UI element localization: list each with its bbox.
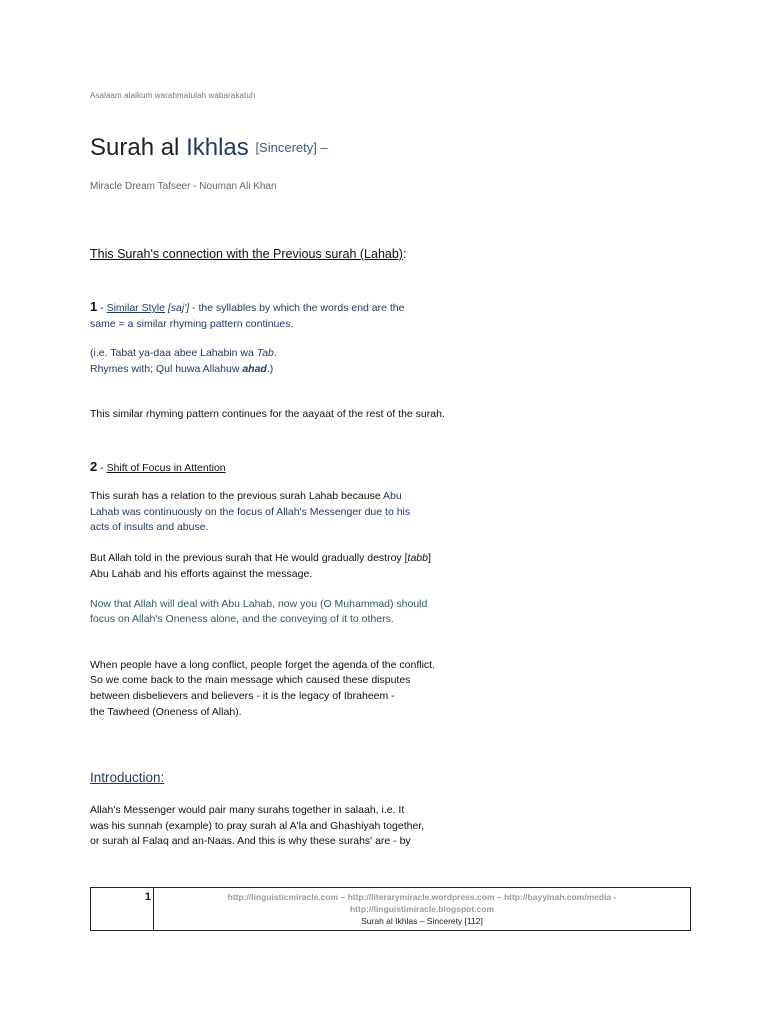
point1-continues: This similar rhyming pattern continues for the aayaat of the rest of the surah.	[90, 408, 445, 420]
example1-b: Tab	[256, 347, 274, 359]
byline: Miracle Dream Tafseer - Nouman Ali Khan	[90, 181, 277, 192]
point1-line2: same = a similar rhyming pattern continues.	[90, 318, 294, 330]
point2-number: 2	[90, 459, 98, 474]
point2-p4-l4: the Tawheed (Oneness of Allah).	[90, 706, 242, 718]
point1-label: Similar Style	[106, 302, 165, 314]
p2-l1-c: ]	[427, 552, 431, 564]
p2-l1-b: tabb	[407, 552, 428, 564]
point2-p3-l2: focus on Allah's Oneness alone, and the conveying of it to others.	[90, 613, 394, 625]
point1-number: 1	[90, 299, 98, 314]
title-highlight: Ikhlas	[186, 134, 249, 161]
introduction-heading: Introduction:	[90, 770, 165, 785]
section-heading-colon: :	[402, 247, 407, 261]
point2-p4-l2: So we come back to the main message which caused these disputes	[90, 674, 411, 686]
intro-l3: or surah al Falaq and an-Naas. And this is why these surahs' are - by	[90, 835, 411, 847]
footer-page-cell	[91, 888, 154, 930]
greeting: Asalaam alaikum warahmatulah wabarakatuh	[90, 91, 256, 100]
point2-p3-l1: Now that Allah will deal with Abu Lahab, now you (O Muhammad) should	[90, 598, 428, 610]
point1-text1: - the syllables by which the words end are the	[189, 302, 405, 314]
title-sub: [Sincerety] –	[255, 140, 328, 155]
example1-c: .	[273, 347, 277, 359]
p1-l1-a: This surah has a relation to the previous surah Lahab because	[90, 490, 384, 502]
intro-l2: was his sunnah (example) to pray surah al A'la and Ghashiyah together,	[90, 820, 425, 832]
point2-heading	[90, 459, 226, 477]
example2-b: ahad	[242, 363, 267, 375]
footer-links-line2[interactable]: http://linguistimiracle.blogspot.com	[349, 904, 495, 914]
p2-l1-a: But Allah told in the previous surah that He would gradually destroy [	[90, 552, 408, 564]
point1-example1	[90, 346, 277, 362]
point2-dash: -	[97, 462, 107, 474]
example2-a: Rhymes with; Qul huwa Allahuw	[90, 363, 243, 375]
section-heading	[90, 247, 406, 261]
point1-example2	[90, 362, 273, 378]
point2-p2-l1	[90, 551, 431, 567]
page-number: 1	[144, 891, 151, 903]
point2-p1-l3: acts of insults and abuse.	[90, 521, 209, 533]
p1-l1-b: Abu	[383, 490, 402, 502]
point2-label: Shift of Focus in Attention	[106, 462, 226, 474]
page-title	[90, 134, 328, 162]
point2-p2-l2: Abu Lahab and his efforts against the message.	[90, 568, 313, 580]
footer-doc-title: Surah al Ikhlas – Sincerety [112]	[361, 916, 483, 926]
title-main: Surah al	[90, 134, 187, 161]
point2-p4-l1: When people have a long conflict, people forget the agenda of the conflict.	[90, 659, 435, 671]
footer-links	[154, 891, 690, 927]
example1-a: (i.e. Tabat ya-daa abee Lahabin wa	[90, 347, 257, 359]
intro-l1: Allah's Messenger would pair many surahs together in salaah, i.e. It	[90, 804, 405, 816]
point1-line1	[90, 299, 405, 317]
point1-term: [saj']	[167, 302, 190, 314]
footer-links-line1[interactable]: http://linguisticmiracle.com – http://literarymiracle.wordpress.com – http://bayyinah.com/media -	[227, 892, 617, 902]
point2-p4-l3: between disbelievers and believers - it is the legacy of Ibraheem -	[90, 690, 395, 702]
point2-p1-l1	[90, 489, 402, 505]
point1-dash: -	[97, 302, 107, 314]
point2-p1-l2: Lahab was continuously on the focus of Allah's Messenger due to his	[90, 506, 411, 518]
page-footer	[90, 887, 691, 931]
section-heading-text: This Surah's connection with the Previous surah (Lahab)	[90, 247, 403, 261]
example2-c: .)	[266, 363, 274, 375]
